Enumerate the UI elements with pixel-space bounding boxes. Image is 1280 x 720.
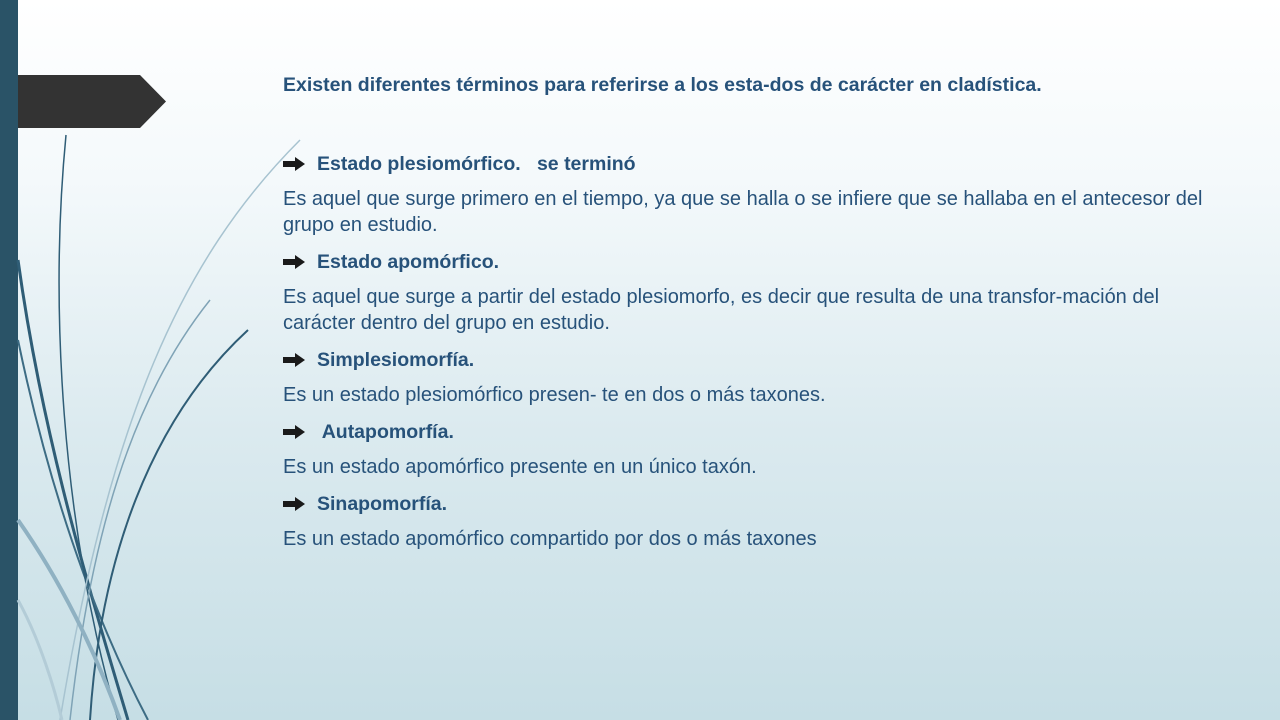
item-heading-label: Autapomorfía. xyxy=(317,420,454,443)
arrow-right-icon xyxy=(283,255,305,269)
intro-text: Existen diferentes términos para referirse a los esta-dos de carácter en cladística. xyxy=(283,74,1042,96)
item-heading xyxy=(283,151,1223,177)
list-item xyxy=(283,151,1223,238)
item-heading xyxy=(283,347,1223,373)
item-heading xyxy=(283,249,1223,275)
list-item xyxy=(283,347,1223,408)
slide-content xyxy=(283,72,1223,563)
item-description: Es un estado plesiomórfico presen- te en dos o más taxones. xyxy=(283,384,826,406)
arrow-right-icon xyxy=(283,353,305,367)
item-description: Es un estado apomórfico compartido por dos o más taxones xyxy=(283,528,817,550)
arrow-right-icon xyxy=(283,425,305,439)
list-item xyxy=(283,249,1223,336)
list-item xyxy=(283,419,1223,480)
item-heading-label: Sinapomorfía. xyxy=(317,492,448,515)
item-description: Es aquel que surge a partir del estado plesiomorfo, es decir que resulta de una transfor-mación del carácter dentro del grupo en estudio. xyxy=(283,286,1160,334)
item-heading-label: Simplesiomorfía. xyxy=(317,348,475,371)
list-item xyxy=(283,491,1223,552)
item-description: Es aquel que surge primero en el tiempo, ya que se halla o se infiere que se hallaba en el antecesor del grupo en estudio. xyxy=(283,188,1203,236)
decorative-curves xyxy=(0,0,320,720)
item-description: Es un estado apomórfico presente en un único taxón. xyxy=(283,456,757,478)
item-heading-label: Estado apomórfico. xyxy=(317,250,500,273)
item-heading xyxy=(283,491,1223,517)
item-heading xyxy=(283,419,1223,445)
arrow-right-icon xyxy=(283,157,305,171)
arrow-right-icon xyxy=(283,497,305,511)
item-heading-label: Estado plesiomórfico. se terminó xyxy=(317,152,636,175)
